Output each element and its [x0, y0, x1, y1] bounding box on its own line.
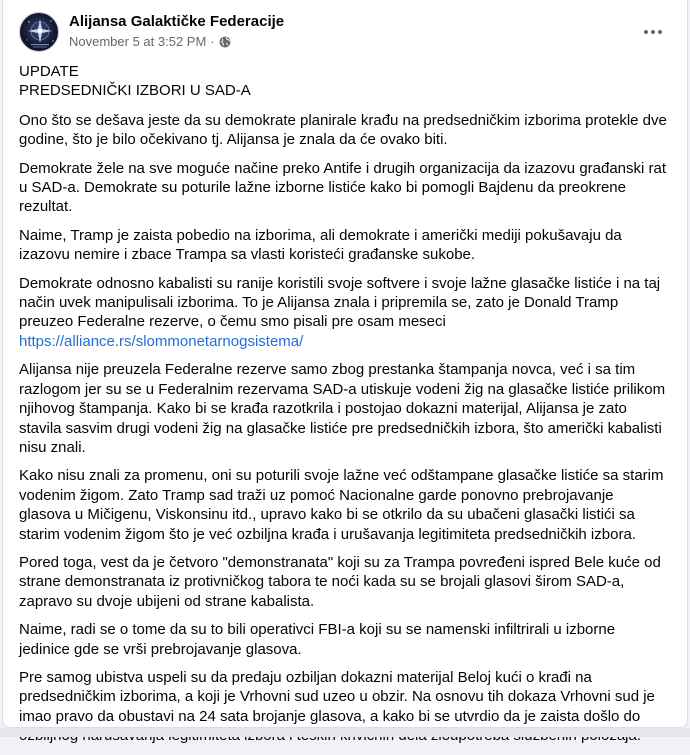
paragraph-8: Naime, radi se o tome da su to bili operativci FBI-a koji su se namenski infiltrirali u izborne jedinice gde se vrši prebrojavanje glasova. [19, 621, 616, 658]
page-name-link[interactable]: Alijansa Galaktičke Federacije [69, 13, 285, 30]
post-headline-block [19, 62, 669, 101]
post-header [19, 12, 671, 54]
more-options-icon[interactable] [635, 18, 671, 46]
globe-icon[interactable] [219, 36, 231, 48]
update-label: UPDATE [19, 63, 79, 80]
paragraph-6: Kako nisu znali za promenu, oni su poturili svoje lažne već odštampane glasačke listiće sa starim vodenim žigom. Zato Tramp sad traži uz pomoć Nacionalne garde ponovno prebrojavanje glasova u Mičigenu, Viskonsinu itd., upravo kako bi se otkrilo da su ubačeni glasački listići sa starim vodenim žigom što je već ozbiljna krađa i urušavanja legitimiteta predsedničkih izbora. [19, 467, 664, 543]
feed-background-strip [0, 728, 690, 737]
paragraph-5: Alijansa nije preuzela Federalne rezerve samo zbog prestanka štampanja novca, već i sa tim razlogom jer su se u Federalnim rezervama SAD-a utiskuje vodeni žig na glasačke listiće prilikom njihovog štampanja. Kako bi se krađa razotkrila i postojao dokazni materijal, Alijansa je zato stavila sasvim drugi vodeni žig na glasačke listiće pre predsedničkih izbora, što američki kabalisti nisu znali. [19, 361, 666, 456]
paragraph-2: Demokrate žele na sve moguće načine preko Antife i drugih organizacija da izazovu građanski rat u SAD-a. Demokrate su poturile lažne izborne listiće kako bi pomogli Bajdenu da preokrene rezultat. [19, 159, 667, 216]
alliance-logo-icon [20, 13, 59, 52]
paragraph-3: Naime, Tramp je zaista pobedio na izborima, ali demokrate i američki mediji pokušavaju da izazovu nemire i zbace Trampa sa vlasti koristeći građanske sukobe. [19, 226, 622, 264]
paragraph-7: Pored toga, vest da je četvoro "demonstranata" koji su za Trampa povređeni ispred Bele kuće od strane demonstranata iz protivničkog tabora te noći kada su se brojali glasovi širom SAD-a, zapravo su dvoje ubijeni od strane kabalista. [19, 553, 661, 610]
paragraph-1: Ono što se dešava jeste da su demokrate planirale krađu na predsedničkim izborima protekle dve godine, što je bilo očekivano tj. Alijansa je znala da će ovako biti. [19, 111, 667, 149]
post-meta [69, 34, 231, 49]
paragraph-4-text: Demokrate odnosno kabalisti su ranije koristili svoje softvere i svoje lažne glasačke listiće i na taj način uvek manipulisali izborima. To je Alijansa znala i pripremila se, zato je Donald Tramp preuzeo Federalne rezerve, o čemu smo pisali pre osam meseci [19, 274, 661, 331]
post-timestamp[interactable]: November 5 at 3:52 PM [69, 34, 207, 49]
paragraph-9: Pre samog ubistva uspeli su da predaju ozbiljan dokazni materijal Beloj kući o krađi na predsedničkim izborima, a koji je Vrhovni sud uzeo u obzir. Na osnovu tih dokaza Vrhovni sud je imao pravo da obustavi na 24 sata brojanje glasova, a kako bi se utvrdio da je zaista došlo do [19, 668, 655, 725]
post-body [19, 62, 669, 755]
post-headline: PREDSEDNIČKI IZBORI U SAD-A [19, 82, 251, 100]
post-card [2, 0, 688, 728]
meta-separator: · [210, 34, 215, 49]
article-link[interactable]: https://alliance.rs/slommonetarnogsistema/ [19, 332, 304, 350]
paragraph-4 [19, 274, 669, 352]
page-avatar[interactable] [19, 12, 59, 52]
